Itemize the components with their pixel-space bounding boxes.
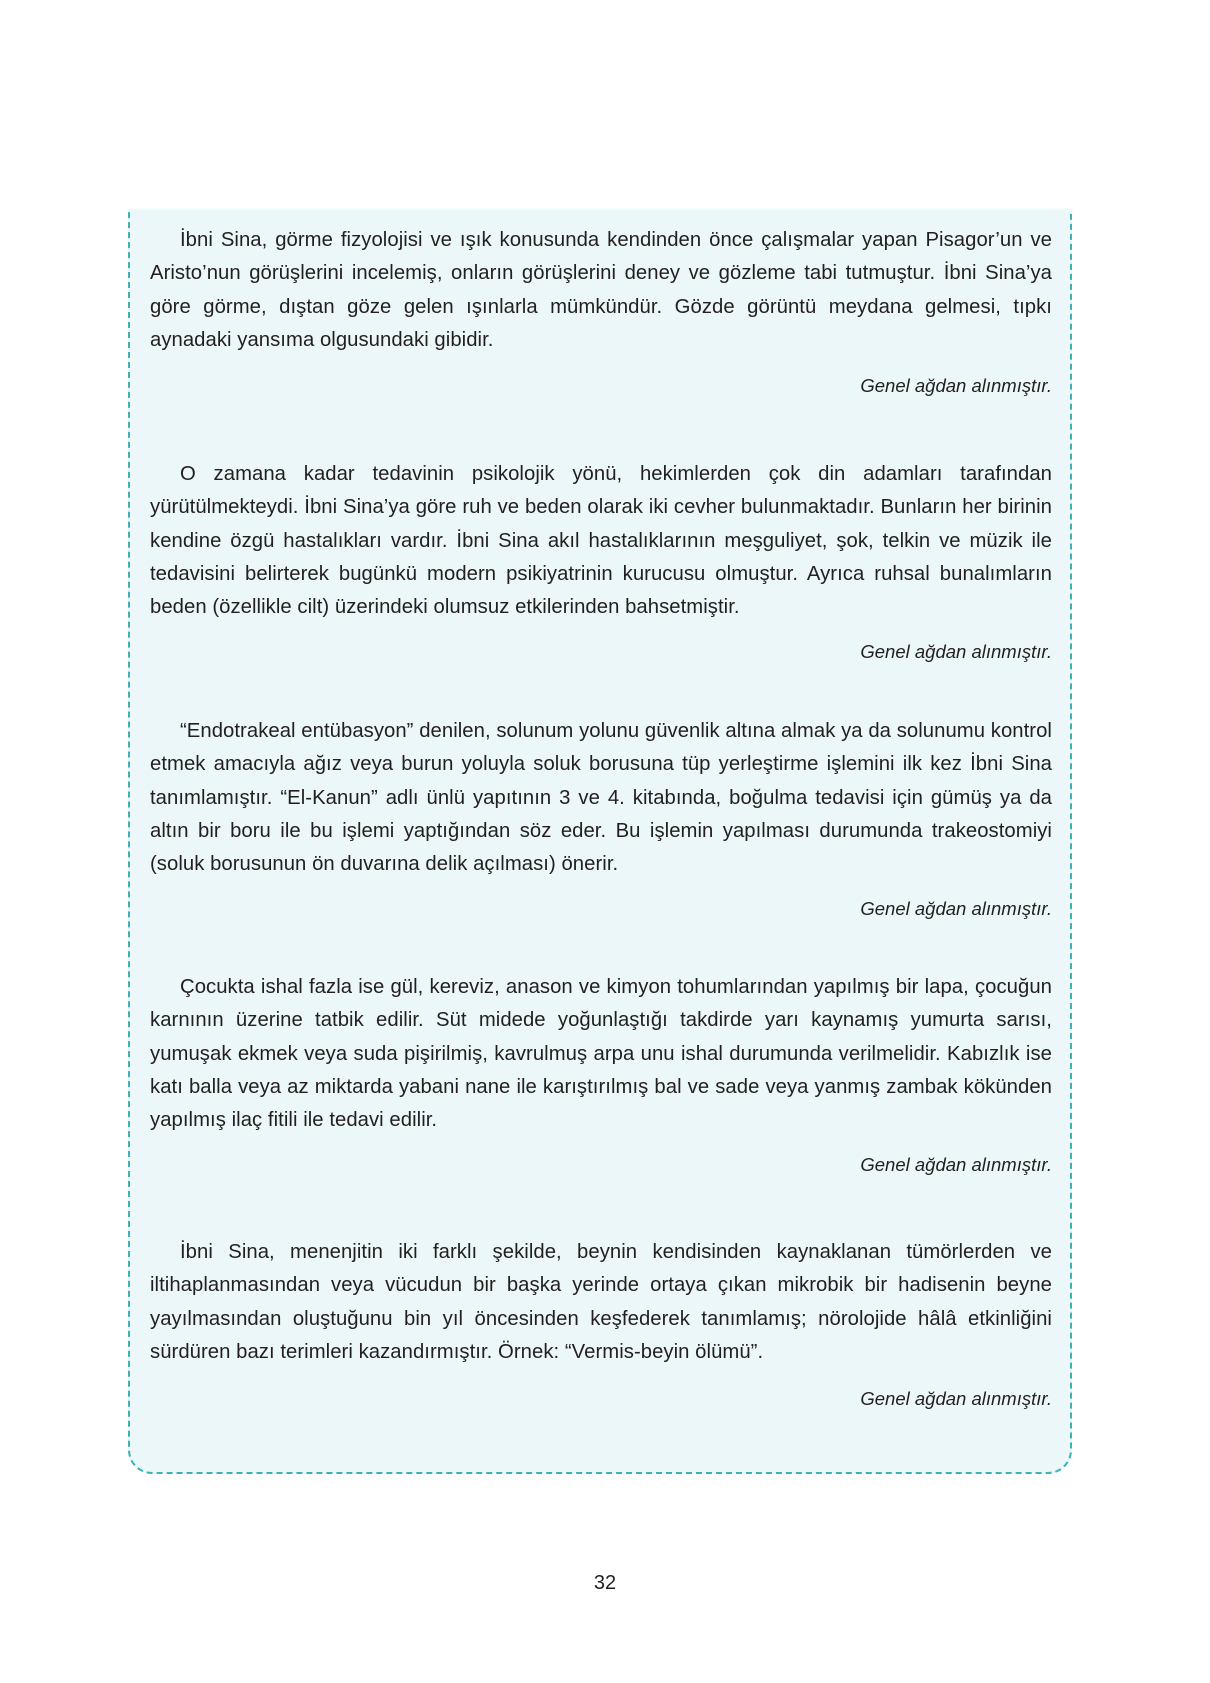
paragraph-intubation: “Endotrakeal entübasyon” denilen, solunum yolunu güvenlik altına almak ya da solunumu kontrol etmek amacıyla ağız veya burun yoluyla soluk borusuna tüp yerleştirme işlemini ilk kez İbni Sina tanımlamıştır. “El-Kanun” adlı ünlü yapıtının 3 ve 4. kitabında, boğulma tedavisi için gümüş ya da altın bir boru ile bu işlemi yaptığından söz eder. Bu işlemin yapılması durumunda trakeostomiyi (soluk borusunun ön duvarına delik açılması) önerir. [150,720,1052,876]
source-note: Genel ağdan alınmıştır. [860,641,1052,662]
page-number: 32 [593,1572,617,1594]
paragraph-psychology: O zamana kadar tedavinin psikolojik yönü, hekimlerden çok din adamları tarafından yürütülmekteydi. İbni Sina’ya göre ruh ve beden olarak iki cevher bulunmaktadır. Bunların her birinin kendine özgü hastalıkları vardır. İbni Sina akıl hastalıklarının meşguliyet, şok, telkin ve müzik ile tedavisini belirterek bugünkü modern psikiyatrinin kurucusu olmuştur. Ayrıca ruhsal bunalımların beden (özellikle cilt) üzerindeki olumsuz etkilerinden bahsetmiştir. [150,463,1052,619]
paragraph-meningitis: İbni Sina, menenjitin iki farklı şekilde, beynin kendisinden kaynaklanan tümörlerden ve iltihaplanmasından veya vücudun bir başka yerinde ortaya çıkan mikrobik bir hadisenin beyne yayılmasından oluştuğunu bin yıl öncesinden keşfederek tanımlamış; nörolojide hâlâ etkinliğini sürdüren bazı terimleri kazandırmıştır. Örnek: “Vermis-beyin ölümü”. [150,1241,1052,1363]
source-note: Genel ağdan alınmıştır. [860,1154,1052,1175]
source-note: Genel ağdan alınmıştır. [860,898,1052,919]
paragraph-vision: İbni Sina, görme fizyolojisi ve ışık konusunda kendinden önce çalışmalar yapan Pisagor’un ve Aristo’nun görüşlerini incelemiş, onların görüşlerini deney ve gözleme tabi tutmuştur. İbni Sina’ya göre görme, dıştan göze gelen ışınlarla mümkündür. Gözde görüntü meydana gelmesi, tıpkı aynadaki yansıma olgusundaki gibidir. [150,229,1052,351]
source-note: Genel ağdan alınmıştır. [860,1388,1052,1409]
source-note: Genel ağdan alınmıştır. [860,375,1052,396]
paragraph-diarrhea-treatment: Çocukta ishal fazla ise gül, kereviz, anason ve kimyon tohumlarından yapılmış bir lapa, çocuğun karnının üzerine tatbik edilir. Süt midede yoğunlaştığı takdirde yarı kaynamış yumurta sarısı, yumuşak ekmek veya suda pişirilmiş, kavrulmuş arpa unu ishal durumunda verilmelidir. Kabızlık ise katı balla veya az miktarda yabani nane ile karıştırılmış bal ve sade veya yanmış zambak kökünden yapılmış ilaç fitili ile tedavi edilir. [150,976,1052,1132]
